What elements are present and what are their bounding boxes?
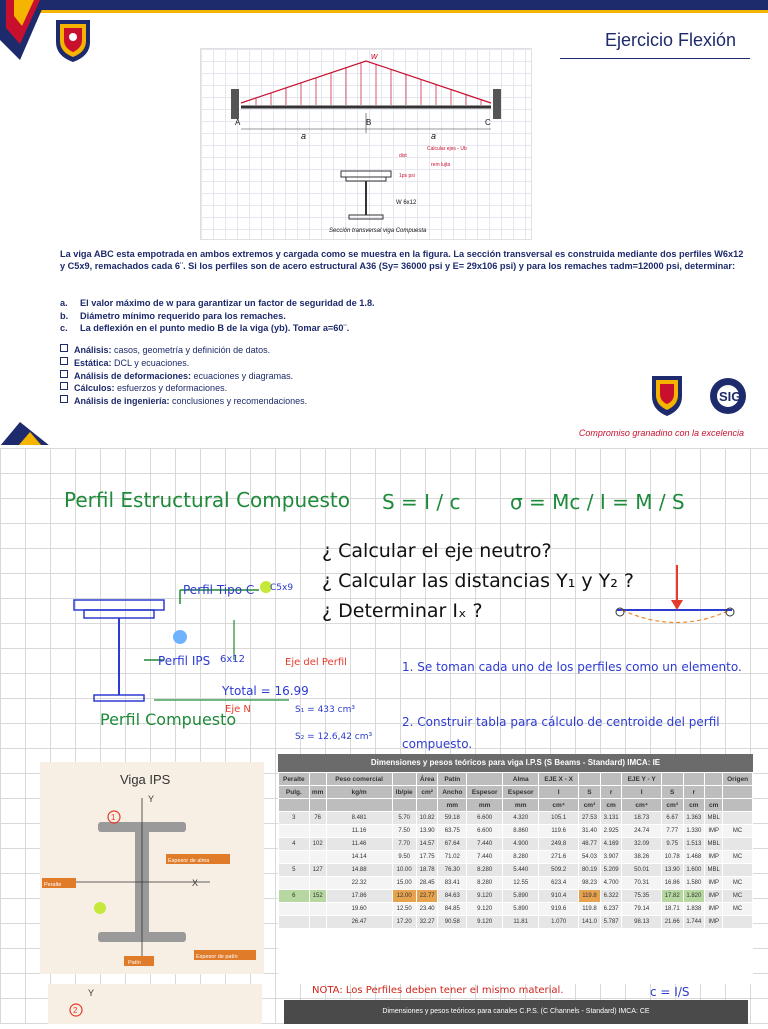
table-cell: 152 [309,890,326,903]
table-cell: 83.41 [438,877,467,890]
table-cell: 71.02 [438,851,467,864]
table-row [279,812,753,825]
section-caption: Sección transversal viga Compuesta [329,228,427,234]
table-cell: 127 [309,864,326,877]
checkbox-icon [60,382,68,390]
second-beam-diagram [48,984,262,1024]
channels-table-title: Dimensiones y pesos teóricos para canales C.P.S. (C Channels - Standard) IMCA: CE [284,1000,748,1024]
section-modulus-2: S₂ = 12.6,42 cm³ [295,732,373,742]
table-cell: 18.73 [622,812,661,825]
beam-figure [200,48,532,240]
beam-sketch [612,560,742,640]
table-cell: 6.600 [467,812,503,825]
top-bar [0,0,768,10]
table-cell: 5.440 [503,864,539,877]
table-cell: 7.50 [392,825,416,838]
table-cell: 1.330 [683,825,705,838]
table-cell: MBL [705,864,723,877]
table-cell: MC [723,903,753,916]
table-cell [279,903,310,916]
note-distances: dist [399,153,407,159]
table-cell [279,916,310,929]
table-cell: 27.53 [579,812,601,825]
table-cell: 1.363 [683,812,705,825]
table-row [279,890,753,903]
profile-label: W 6x12 [396,200,417,206]
table-cell: 910.4 [539,890,579,903]
table-cell [279,825,310,838]
table-cell: 271.6 [539,851,579,864]
table-cell: 5 [279,864,310,877]
label-eje-perfil: Eje del Perfil [285,657,347,668]
table-cell: 4.900 [503,838,539,851]
marker-two: 2 [73,1006,78,1015]
ips-beam-diagram [40,762,264,974]
problem-statement: La viga ABC esta empotrada en ambos extremos y cargada como se muestra en la figura. La sección transversal es construida mediante dos perfiles W6x12 y C5x9, remachados cada 6¨. Si los perfiles son de acero estructural A36 (Sy= 36000 psi y E= 29x106 psi) y para los remaches τadm=12000 psi, determinar: [60,249,744,271]
table-row [279,825,753,838]
table-row [279,851,753,864]
table-subheader-row: Pulg. mm kg/m lb/pie cm² Ancho Espesor Espesor I S r I S r [279,786,753,799]
table-cell: 5.209 [600,864,622,877]
beam-diagram [201,49,531,239]
table-cell: 119.8 [579,890,601,903]
ips-panel-title: Viga IPS [120,772,171,787]
table-row [279,877,753,890]
table-cell: 48.77 [579,838,601,851]
table-cell: 11.81 [503,916,539,929]
slogan: Compromiso granadino con la excelencia [578,428,744,438]
table-cell: 90.58 [438,916,467,929]
step-two: 2. Construir tabla para cálculo de centroide del perfil compuesto. [402,715,720,751]
table-cell: IMP [705,890,723,903]
note-calc: Calcular ejes - Ub [427,146,467,152]
table-cell: 23.40 [416,903,438,916]
table-cell: 50.01 [622,864,661,877]
label-perfil-c: Perfil Tipo C [183,583,255,597]
table-cell [309,903,326,916]
table-cell: 16.86 [661,877,683,890]
label-espesor-patin: Espesor de patín [196,954,238,960]
table-cell: 6 [279,890,310,903]
table-cell [309,877,326,890]
task-item: c. La deflexión en el punto medio B de la viga (yb). Tomar a=60¨. [60,323,350,333]
table-cell: 249.8 [539,838,579,851]
table-cell [309,825,326,838]
title-underline [560,58,750,59]
table-cell: 8.280 [467,864,503,877]
table-cell: 11.46 [326,838,392,851]
table-cell: 18.78 [416,864,438,877]
table-cell: 8.280 [467,877,503,890]
step-item: Estática: DCL y ecuaciones. [60,357,460,370]
table-cell: 5.890 [503,890,539,903]
table-cell: 75.35 [622,890,661,903]
table-cell: 17.82 [661,890,683,903]
table-header-row: Peralte Peso comercial Área Patín Alma EJE X - X EJE Y - Y Origen [279,773,753,786]
formula-s: S = I / c [382,490,461,514]
table-cell: 4 [279,838,310,851]
table-cell: 2.925 [600,825,622,838]
table-cell: 8.860 [503,825,539,838]
table-cell: 6.237 [600,903,622,916]
table-cell: 10.82 [416,812,438,825]
label-peralte: Peralte [44,882,62,888]
table-cell: 13.90 [661,864,683,877]
checkbox-icon [60,357,68,365]
table-cell [279,851,310,864]
support-c-label: C [485,118,491,127]
table-cell: 13.90 [416,825,438,838]
axis-y-label-2: Y [88,988,95,998]
top-accent-bar [0,10,768,13]
table-cell: 98.23 [579,877,601,890]
table-cell: 18.71 [661,903,683,916]
table-cell: 8.280 [503,851,539,864]
table-cell: 105.1 [539,812,579,825]
material-note: NOTA: Los Perfiles deben tener el mismo material. [312,985,564,996]
table-cell: 9.50 [392,851,416,864]
table-cell: 8.481 [326,812,392,825]
table-cell: 15.00 [392,877,416,890]
table-cell: 7.440 [467,838,503,851]
table-cell: 1.820 [683,890,705,903]
table-cell: 9.120 [467,903,503,916]
table-cell: 1.580 [683,877,705,890]
table-cell [723,838,753,851]
table-cell: 1.468 [683,851,705,864]
second-beam-panel [48,984,262,1024]
support-a-label: A [235,118,241,127]
table-row [279,864,753,877]
table-cell: 17.20 [392,916,416,929]
axis-x-label: X [192,878,199,888]
note-psi: 1ps psi [399,173,415,179]
table-cell: 5.787 [600,916,622,929]
table-cell: IMP [705,903,723,916]
table-cell: 509.2 [539,864,579,877]
table-cell: MC [723,890,753,903]
table-cell: 7.440 [467,851,503,864]
table-row [279,838,753,851]
table-units-row: mm mm mm cm⁴ cm³ cm cm⁴ cm³ cm cm [279,799,753,812]
table-cell: IMP [705,825,723,838]
table-cell: 22.77 [416,890,438,903]
exercise-slide [0,0,768,445]
step-one: 1. Se toman cada uno de los perfiles como un elemento. [402,660,742,674]
table-cell: 1.513 [683,838,705,851]
step-item: Análisis de deformaciones: ecuaciones y diagramas. [60,370,460,383]
table-cell: MC [723,851,753,864]
table-cell: 6.600 [467,825,503,838]
table-cell: 79.14 [622,903,661,916]
table-cell: 12.50 [392,903,416,916]
load-label: w [371,51,378,61]
table-cell: 26.47 [326,916,392,929]
table-cell: MBL [705,812,723,825]
section-modulus-1: S₁ = 433 cm³ [295,705,355,715]
table-cell: 84.85 [438,903,467,916]
table-cell: 9.75 [661,838,683,851]
checkbox-icon [60,370,68,378]
table-cell: MC [723,877,753,890]
label-ytotal: Ytotal = 16.99 [222,684,309,698]
table-cell: 1.600 [683,864,705,877]
label-w-size: 6x12 [220,654,246,665]
table-cell: 119.8 [579,903,601,916]
table-cell: 32.27 [416,916,438,929]
label-perfil-compuesto: Perfil Compuesto [100,710,237,729]
table-cell: 9.120 [467,890,503,903]
table-cell: 24.74 [622,825,661,838]
table-cell: 59.18 [438,812,467,825]
table-cell: 5.890 [503,903,539,916]
table-cell: 19.60 [326,903,392,916]
university-logo-small [652,376,682,416]
table-cell [723,864,753,877]
table-cell: 12.00 [392,890,416,903]
table-cell: 919.6 [539,903,579,916]
table-cell: 4.700 [600,877,622,890]
table-cell: IMP [705,877,723,890]
table-cell: 17.86 [326,890,392,903]
label-eje-neutro: Eje N [225,704,251,715]
span-left-label: a [301,131,307,141]
table-cell: 6.322 [600,890,622,903]
span-right-label: a [431,131,437,141]
footer-logos [648,374,758,422]
table-cell: 67.64 [438,838,467,851]
task-list [60,297,460,335]
analysis-steps [60,344,460,408]
table-cell: 11.16 [326,825,392,838]
table-body [279,812,753,929]
ips-dimensions-table [278,754,753,984]
table-cell: 32.09 [622,838,661,851]
table-cell: 38.26 [622,851,661,864]
table-cell: 3 [279,812,310,825]
label-patin: Patín [128,960,141,966]
brand-ribbon-icon [0,0,50,60]
step-item: Cálculos: esfuerzos y deformaciones. [60,382,460,395]
table-cell: 1.070 [539,916,579,929]
table-cell: MC [723,825,753,838]
table-cell: 119.6 [539,825,579,838]
table-cell: 102 [309,838,326,851]
table-cell: 28.45 [416,877,438,890]
step-item: Análisis: casos, geometría y definición de datos. [60,344,460,357]
bottom-ribbon-icon [0,422,50,445]
table-cell: 21.66 [661,916,683,929]
table-cell: 70.31 [622,877,661,890]
table-cell: 4.320 [503,812,539,825]
table-cell: 3.131 [600,812,622,825]
table-cell: 17.75 [416,851,438,864]
table-cell [279,877,310,890]
label-espesor-alma: Espesor de alma [168,858,210,864]
c-formula: c = I/S [650,985,690,999]
sig-label: SIG [719,389,742,404]
table-cell: 63.75 [438,825,467,838]
table-cell: 76 [309,812,326,825]
table-cell: IMP [705,851,723,864]
task-item: a. El valor máximo de w para garantizar un factor de seguridad de 1.8. [60,298,375,308]
marker-one: 1 [111,813,116,822]
table-cell: 14.14 [326,851,392,864]
table-cell: 7.70 [392,838,416,851]
table-cell: 31.40 [579,825,601,838]
table-cell: 7.77 [661,825,683,838]
university-logo [52,16,94,64]
table-row [279,916,753,929]
table-cell: 141.0 [579,916,601,929]
table-cell: 4.169 [600,838,622,851]
support-b-label: B [366,118,372,127]
table-cell: 98.13 [622,916,661,929]
formula-sigma: σ = Mc / I = M / S [510,490,685,514]
table-title: Dimensiones y pesos teóricos para viga I.P.S (S Beams - Standard) IMCA: IE [278,754,753,772]
table-cell: 1.838 [683,903,705,916]
table-cell: MBL [705,838,723,851]
page-title: Ejercicio Flexión [604,30,736,50]
table-cell: 3.907 [600,851,622,864]
label-c-size: C5x9 [270,583,294,593]
table-cell: 14.88 [326,864,392,877]
ips-beam-panel [40,762,264,974]
sig-gear-icon [710,378,746,414]
table-cell: 623.4 [539,877,579,890]
checkbox-icon [60,395,68,403]
question-distances: ¿ Calcular las distancias Y₁ y Y₂ ? [322,570,635,592]
question-neutral-axis: ¿ Calcular el eje neutro? [322,540,552,562]
checkbox-icon [60,344,68,352]
table-cell: 10.78 [661,851,683,864]
dimensions-table [278,772,753,929]
table-cell: 10.00 [392,864,416,877]
table-cell: IMP [705,916,723,929]
table-cell: 54.03 [579,851,601,864]
table-cell: 6.67 [661,812,683,825]
table-cell [309,916,326,929]
notes-heading: Perfil Estructural Compuesto [64,488,350,512]
table-cell: 80.19 [579,864,601,877]
table-cell: 12.55 [503,877,539,890]
table-cell: 9.120 [467,916,503,929]
table-cell: 84.63 [438,890,467,903]
note-rivet: rem lujta [431,162,451,168]
table-cell: 14.57 [416,838,438,851]
table-cell: 5.70 [392,812,416,825]
question-inertia: ¿ Determinar Iₓ ? [322,600,483,622]
axis-y-label: Y [148,794,155,804]
step-item: Análisis de ingeniería: conclusiones y recomendaciones. [60,395,460,408]
table-cell: 1.744 [683,916,705,929]
table-cell [723,916,753,929]
table-cell [723,812,753,825]
table-cell [309,851,326,864]
table-cell: 22.32 [326,877,392,890]
table-cell: 76.30 [438,864,467,877]
label-perfil-ips: Perfil IPS [158,654,211,668]
table-row [279,903,753,916]
task-item: b. Diámetro mínimo requerido para los remaches. [60,310,286,321]
